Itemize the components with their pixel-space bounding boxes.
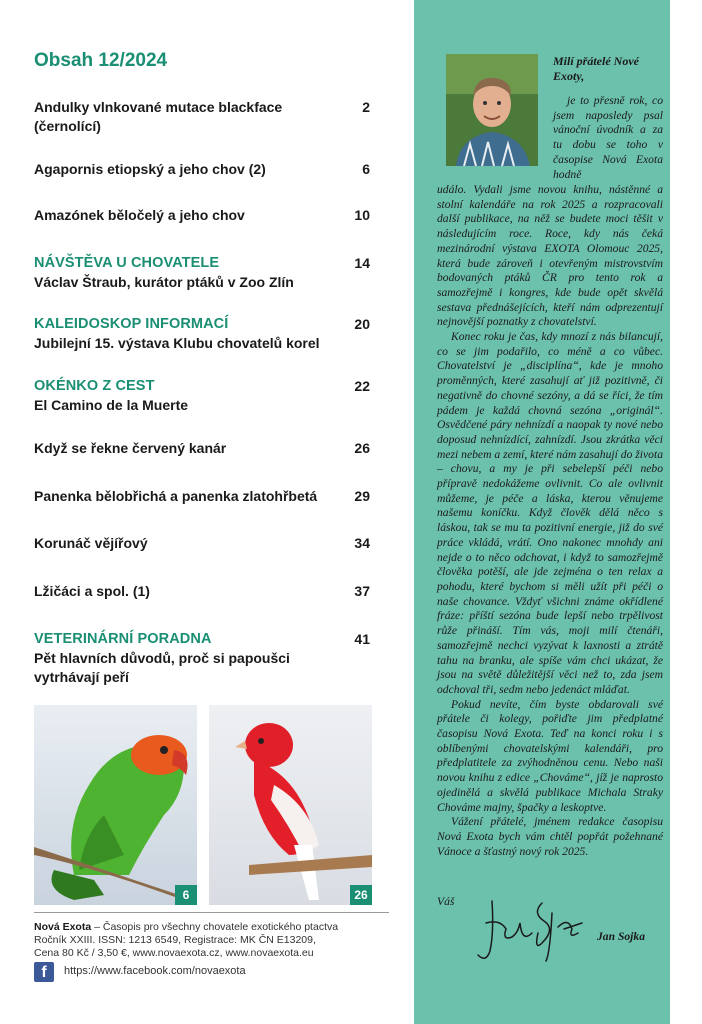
photo-page-number: 26	[350, 885, 372, 905]
toc-entry-page: 26	[354, 440, 370, 456]
toc-entry[interactable]	[34, 315, 374, 353]
handwritten-signature-icon	[472, 893, 592, 965]
publication-tagline: – Časopis pro všechny chovatele exotického ptactva	[91, 921, 339, 933]
editor-portrait	[446, 54, 538, 166]
toc-entry-page: 22	[354, 378, 370, 394]
toc-entry-title: El Camino de la Muerte	[34, 397, 189, 413]
toc-entry[interactable]	[34, 630, 374, 687]
letter-body	[437, 183, 663, 859]
red-canary-photo-icon	[209, 705, 372, 905]
toc-entry-page: 29	[354, 488, 370, 504]
toc-entry-title: Agapornis etiopský a jeho chov (2)	[34, 161, 266, 177]
toc-entry-page: 34	[354, 535, 370, 551]
letter-paragraph: událo. Vydali jsme novou knihu, nástěnné a stolní kalendáře na rok 2025 a rozpracovali další publikace, na něž se budete moci těšit v následujícím roce. Roce, kdy nás čeká mezinárodní výstava EXOTA Olomouc 2025, která bude zároveň i otevřeným mistrovstvím bodovaných ptáků ČR pro tento rok a samozřejmě i kongres, kde bude opět skvělá sestava přednášejících, kteří nám odprezentují nejnovější poznatky z chovatelství.	[437, 183, 663, 329]
toc-entry-title: Když se řekne červený kanár	[34, 440, 227, 456]
toc-entry[interactable]	[34, 377, 374, 415]
toc-entry-page: 2	[362, 99, 370, 115]
lovebird-photo	[34, 705, 197, 905]
toc-entry[interactable]	[34, 487, 374, 506]
toc-entry[interactable]	[34, 439, 374, 458]
publication-price-links: Cena 80 Kč / 3,50 €, www.novaexota.cz, www.novaexota.eu	[34, 947, 314, 959]
toc-entry-page: 14	[354, 255, 370, 271]
facebook-url[interactable]: https://www.facebook.com/novaexota	[64, 965, 246, 977]
toc-entry-page: 20	[354, 316, 370, 332]
letter-intro-text: je to přesně rok, co jsem naposledy psal vánoční úvodník a za tu dobu se toho v časopise Nová Exota hodně	[553, 94, 663, 181]
letter-closing: Váš	[437, 895, 455, 908]
toc-entry-title: Václav Štraub, kurátor ptáků v Zoo Zlín	[34, 274, 294, 290]
letter-intro	[553, 94, 663, 182]
toc-entry[interactable]	[34, 534, 374, 553]
publication-info	[34, 921, 394, 960]
toc-entry-title: Lžičáci a spol. (1)	[34, 583, 150, 599]
toc-entry-page: 6	[362, 161, 370, 177]
letter-paragraph: Vážení přátelé, jménem redakce časopisu Nová Exota bych vám chtěl popřát požehnané Vánoce a šťastný nový rok 2025.	[437, 815, 663, 858]
facebook-icon: f	[34, 962, 54, 982]
publication-registration: Ročník XXIII. ISSN: 1213 6549, Registrace: MK ČN E13209,	[34, 934, 316, 946]
toc-entry-title: Jubilejní 15. výstava Klubu chovatelů korel	[34, 335, 320, 351]
toc-entry-title: Andulky vlnkované mutace blackface (černolící)	[34, 99, 283, 134]
canary-photo	[209, 705, 372, 905]
toc-entry-page: 37	[354, 583, 370, 599]
toc-entry-page: 10	[354, 207, 370, 223]
toc-entry[interactable]	[34, 160, 374, 179]
toc-entry-title: Korunáč vějířový	[34, 535, 148, 551]
letter-salutation: Milí přátelé Nové Exoty,	[553, 54, 639, 83]
letter-paragraph: Konec roku je čas, kdy mnozí z nás bilancují, co se jim podařilo, co méně a co vůbec. Chovatelství je „disciplína“, kde je mnoho proměnných, které zasahují ať již pozitivně, či negativně do chovné sezóny, a dá se říci, že tím pádem je každá chovná sezóna „originál“. Osvědčené páry nehnízdí a naopak ty nové nebo doposud nehnízdící, zahnízdí. Jsou zkrátka věci mezi nebem a zemí, které nám zasahují do života – chovu, a my je při sebelepší péči nebo přípravě nedokážeme ovlivnit. Co ale ovlivnit můžeme, je péče a láska, kterou věnujeme našemu koníčku. Když člověk dělá něco s láskou, tak se mu ta pozitivní energie, již do své práce vkládá, vrátí. Ono nakonec mnohdy ani nejde o to něco odchovat, i když to samozřejmě člověka potěší, ale jde zejména o ten relax a pohodu, které bychom si měli užít při péči o naše chovance. Vždyť všichni známe okřídlené fráze: příští sezóna bude lepší nebo trpělivost růže přináší. Tím vás, moji milí čtenáři, samozřejmě nechci vyzývat k laxnosti a ztrátě tahu na branku, ale spíše vám chci ukázat, že jsou na světě důležitější věci než to, zda jsem odchoval tři, sedm nebo jedenáct mláďat.	[437, 330, 663, 696]
toc-entry-page: 41	[354, 631, 370, 647]
publication-name: Nová Exota	[34, 921, 92, 933]
photo-page-number: 6	[175, 885, 197, 905]
green-lovebird-photo-icon	[34, 705, 197, 905]
editor-portrait-icon	[446, 54, 538, 166]
page-margin	[670, 0, 702, 1024]
contents-title: Obsah 12/2024	[34, 50, 168, 71]
toc-section-label: OKÉNKO Z CEST	[34, 378, 155, 394]
letter-paragraph: Pokud nevíte, čím byste obdarovali své přátele či kolegy, pořiďte jim předplatné časopisu Nová Exota. Teď na konci roku i s oblíbenými chovatelskými kalendáři, pro předplatitele za zvýhodněnou cenu. Nebo naši novou knihu z edice „Chováme“, jíž je naprosto ojedinělá a skvělá publikace Michala Straky Chováme majny, špačky a leskoptve.	[437, 697, 663, 814]
toc-section-label: VETERINÁRNÍ PORADNA	[34, 631, 212, 647]
toc-entry[interactable]	[34, 206, 374, 225]
toc-entry-title: Panenka bělobřichá a panenka zlatohřbetá	[34, 488, 318, 504]
toc-entry[interactable]	[34, 254, 374, 292]
toc-entry[interactable]	[34, 98, 374, 136]
toc-entry[interactable]	[34, 582, 374, 601]
toc-entry-title: Pět hlavních důvodů, proč si papoušci vytrhávají peří	[34, 650, 290, 685]
toc-section-label: NÁVŠTĚVA U CHOVATELE	[34, 255, 220, 271]
letter-signer: Jan Sojka	[597, 930, 645, 943]
footer-divider	[34, 912, 389, 913]
toc-entry-title: Amazónek běločelý a jeho chov	[34, 207, 245, 223]
toc-section-label: KALEIDOSKOP INFORMACÍ	[34, 316, 229, 332]
